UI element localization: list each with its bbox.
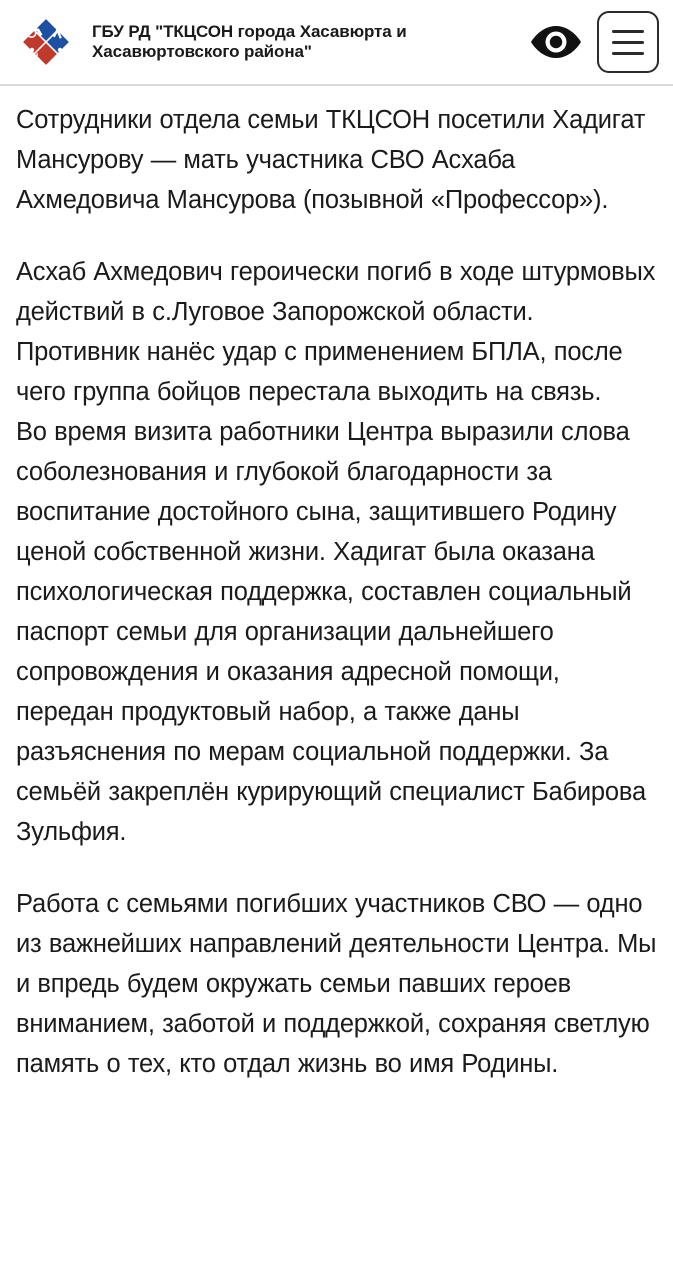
article-paragraph-2: Асхаб Ахмедович героически погиб в ходе штурмовых действий в с.Луговое Запорожской области. Противник нанёс удар с применением БПЛА, после чего группа бойцов перестала выходить на связь. (16, 258, 656, 406)
eye-icon[interactable] (525, 21, 587, 63)
menu-bar-2 (612, 41, 644, 44)
article-paragraph-3: Во время визита работники Центра выразили слова соболезнования и глубокой благодарности за воспитание достойного сына, защитившего Родину ценой собственной жизни. Хадигат была оказана психологическая поддержка, составлен социальный паспорт семьи для организации дальнейшего сопровождения и оказания адресной помощи, передан продуктовый набор, а также даны разъяснения по мерам социальной поддержки. За семьёй закреплён курирующий специалист Бабирова Зульфия. (16, 418, 646, 846)
article-paragraph-1: Сотрудники отдела семьи ТКЦСОН посетили Хадигат Мансурову — мать участника СВО Асхаба Ахмедовича Мансурова (позывной «Профессор»). (16, 106, 646, 214)
page-title: ГБУ РД "ТКЦСОН города Хасавюрта и Хасавюртовского района" (92, 22, 407, 61)
organization-logo[interactable] (10, 6, 82, 78)
menu-bar-3 (612, 52, 644, 55)
article-body (0, 86, 673, 1114)
menu-bar-1 (612, 30, 644, 33)
article-paragraph-4: Работа с семьями погибших участников СВО — одно из важнейших направлений деятельности Центра. Мы и впредь будем окружать семьи павших героев вниманием, заботой и поддержкой, сохраняя светлую память о тех, кто отдал жизнь во имя Родины. (16, 890, 657, 1078)
site-header (0, 0, 673, 84)
hamburger-menu-icon[interactable] (597, 11, 659, 73)
